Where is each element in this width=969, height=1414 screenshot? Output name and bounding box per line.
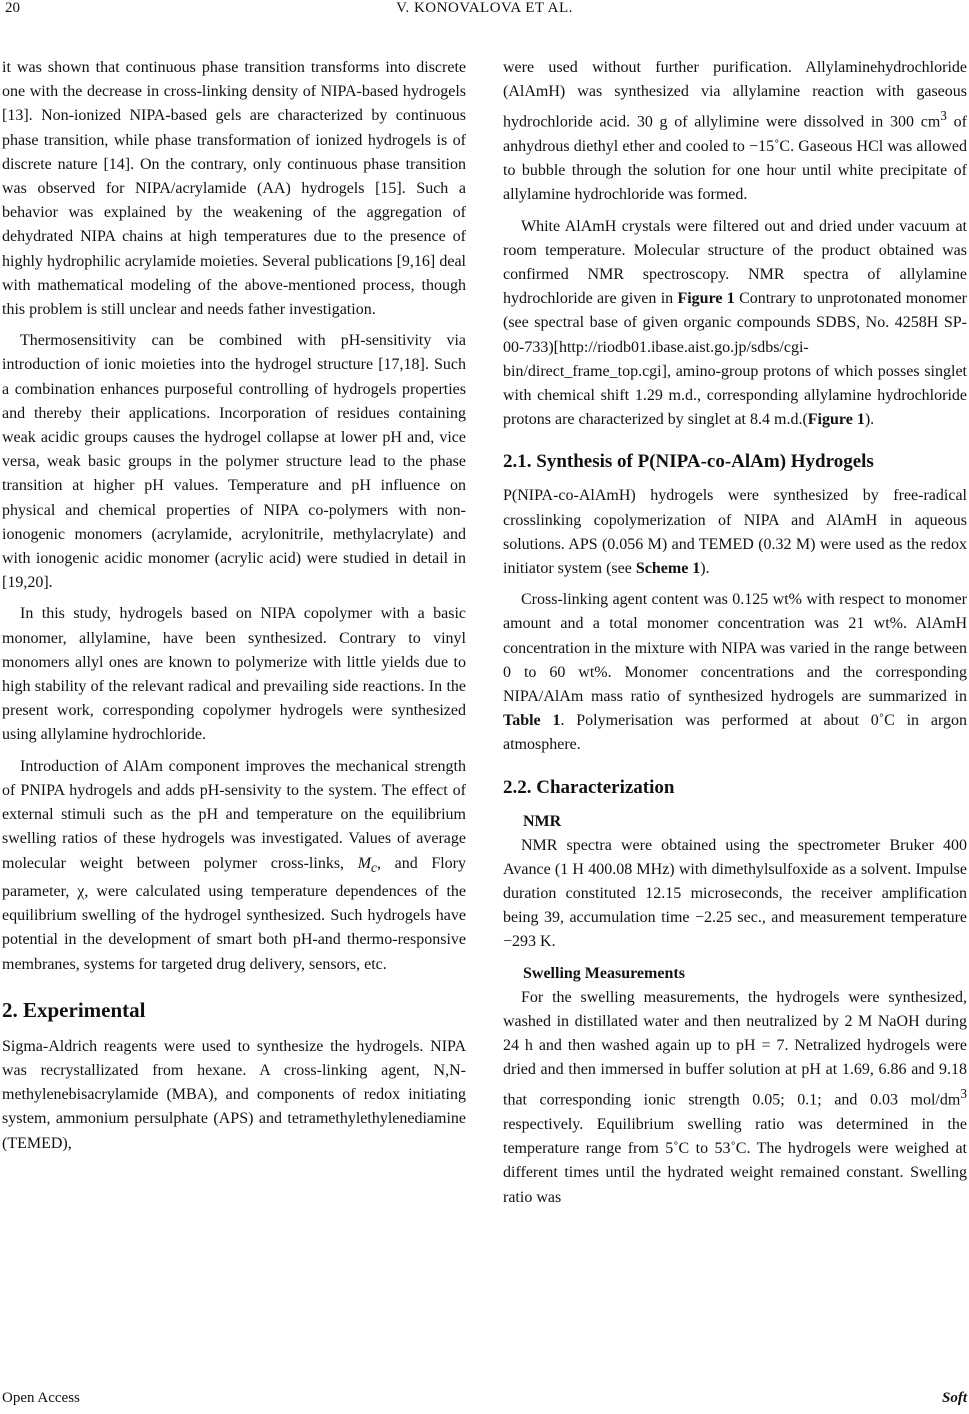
text-run: . Polymerisation was performed at about 0˚C in argon atmosphere.	[503, 712, 968, 754]
superscript: 3	[940, 108, 947, 124]
text-run: Introduction of AlAm component improves the mechanical strength of PNIPA hydrogels and adds pH-sensivity to the system. The effect of external stimuli such as the pH and temperature on the equilibrium swelling ratios of these hydrogels was investigated. Values of average molecular weight between polymer cross-links,	[2, 757, 466, 872]
text-run: P(NIPA-co-AlAmH) hydrogels were synthesized by free-radical crosslinking copolymerization of NIPA and AlAmH in aqueous solutions. APS (0.056 M) and TEMED (0.32 M) were used as the redox initiator system (see	[503, 487, 967, 577]
math-symbol-mc	[357, 854, 377, 875]
text-run: Cross-linking agent content was 0.125 wt% with respect to monomer amount and a total monomer concentration was 21 wt%. AlAmH concentration in the mixture with NIPA was varied in the range between 0 to 60 wt%. Monomer concentrations and the corresponding NIPA/AlAm mass ratio of synthesized hydrogels are summarized in	[503, 591, 967, 705]
paragraph: it was shown that continuous phase transition transforms into discrete one with the decrease in cross-linking density of NIPA-based hydrogels [13]. Non-ionized NIPA-based gels are characterized by continuous phase transition, while phase transformation of ionized hydrogels is of discrete nature [14]. On the contrary, only continuous phase transition was observed for NIPA/acrylamide (AA) hydrogels [15]. Such a behavior was explained by the weakening of the aggregation of dehydrated NIPA chains at high temperatures due to the presence of highly hydrophilic acrylamide moieties. Several publications [9,16] deal with mathematical modeling of the above-mentioned process, though this problem is still unclear and needs father investigation.	[2, 59, 466, 319]
text-run: were used without further purification. Allylaminehydrochloride (AlAmH) was synthesized via allylamine reaction with gaseous hydrochloride acid. 30 g of allylimine were dissolved in 300 cm	[503, 59, 967, 131]
subsection-heading-characterization: 2.2. Characterization	[503, 776, 675, 798]
text-run: of anhydrous diethyl ether and cooled to −15˚C. Gaseous HCl was allowed to bubble through the solution for one hour until white precipitate of allylamine hydrochloride was formed.	[503, 113, 968, 204]
subsection-heading-synthesis: 2.1. Synthesis of P(NIPA-co-AlAm) Hydrogels	[503, 451, 874, 473]
paragraph: Sigma-Aldrich reagents were used to synthesize the hydrogels. NIPA was recrystallizated from hexane. A cross-linking agent, N,N-methylenebisacrylamide (MBA), and components of redox initiating system, ammonium persulphate (APS) and tetramethylethylenediamine (TEMED),	[2, 1037, 466, 1152]
figure-ref[interactable]: Figure 1	[807, 411, 865, 429]
paragraph: Thermosensitivity can be combined with pH-sensitivity via introduction of ionic moieties into the hydrogel structure [17,18]. Such a combination enhances purposeful controlling of hydrogels properties and thereby their applications. Incorporation of residues containing weak acidic groups causes the hydrogel collapse at lower pH and, vice versa, weak basic groups in the polymer structure lead to the phase transition at higher pH values. Temperature and pH influence on physical and chemical properties of NIPA co-polymers with non-ionogenic monomers (acrylamide, acrylonitrile, methylacrylate) and with ionogenic acidic monomer (acrylic acid) were studied in detail in [19,20].	[2, 332, 466, 592]
paragraph	[503, 215, 967, 433]
footer-open-access: Open Access	[2, 1390, 80, 1406]
text-run: ).	[700, 559, 710, 577]
paragraph	[2, 755, 466, 977]
figure-ref[interactable]: Figure 1	[677, 290, 735, 308]
text-run: respectively. Equilibrium swelling ratio was determined in the temperature range from 5˚C to 53˚C. The hydrogels were weighed at different times until the hydrated weight remained constant. Swelling ratio was	[503, 1115, 967, 1206]
left-column	[2, 56, 466, 1163]
paragraph: In this study, hydrogels based on NIPA copolymer with a basic monomer, allylamine, have been synthesized. Contrary to vinyl monomers allyl ones are known to polymerize with little yields due to high stability of the relevant radical and prevailing side reactions. In the present work, corresponding copolymer hydrogels were synthesized using allylamine hydrochloride.	[2, 605, 466, 744]
running-title: V. KONOVALOVA ET AL.	[396, 0, 573, 16]
paragraph	[503, 588, 967, 757]
right-column	[503, 56, 967, 1217]
text-run: , and Flory parameter, χ, were calculated using temperature dependences of the equilibrium swelling of the hydrogel synthesized. Such hydrogels have potential in the development of smart both pH-and thermo-responsive membranes, systems for targeted drug delivery, sensors, etc.	[2, 854, 467, 973]
text-run: Contrary to unprotonated monomer (see spectral base of given organic compounds SDBS, No. 4258H SP-00-733)[http://riodb01.ibase.aist.go.jp/sdbs/cgi-bin/direct_frame_top.cgi], amino-group protons of which posses singlet with chemical shift 1.29 m.d., corresponding allylamine hydrochloride protons are characterized by singlet at 8.4 m.d.(	[503, 290, 968, 429]
text-run: For the swelling measurements, the hydrogels were synthesized, washed in distillated water and then neutralized by 2 M NaOH during 24 h and then washed again up to pH = 7. Netralized hydrogels were dried and then immersed in buffer solution at pH at 1.69, 6.86 and 9.18 that corresponding ionic strength 0.05; 0.1; and 0.03 mol/dm	[503, 988, 967, 1109]
page-number: 20	[5, 0, 20, 16]
scheme-ref[interactable]: Scheme 1	[635, 559, 701, 577]
table-ref[interactable]: Table 1	[503, 712, 561, 730]
paragraph	[503, 56, 967, 208]
run-in-heading-nmr: NMR	[523, 812, 562, 830]
text-run: White AlAmH crystals were filtered out and dried under vacuum at room temperature. Molecular structure of the product obtained was confirmed NMR spectroscopy. NMR spectra of allylamine hydrochloride are given in	[503, 217, 967, 308]
text-run: ).	[864, 411, 875, 429]
run-in-heading-swelling: Swelling Measurements	[523, 964, 685, 982]
math-symbol: M	[357, 854, 372, 872]
section-heading-experimental: 2. Experimental	[2, 997, 146, 1022]
footer-journal: Soft	[941, 1390, 967, 1406]
superscript: 3	[960, 1086, 967, 1102]
paragraph	[503, 986, 967, 1210]
math-subscript: c	[371, 859, 377, 875]
paragraph	[503, 484, 967, 581]
paragraph: NMR spectra were obtained using the spectrometer Bruker 400 Avance (1 H 400.08 MHz) with dimethylsulfoxide as a solvent. Impulse duration constituted 12.15 microseconds, the receiver amplification being 39, accumulation time −2.25 sec., and measurement temperature −293 K.	[503, 836, 967, 951]
